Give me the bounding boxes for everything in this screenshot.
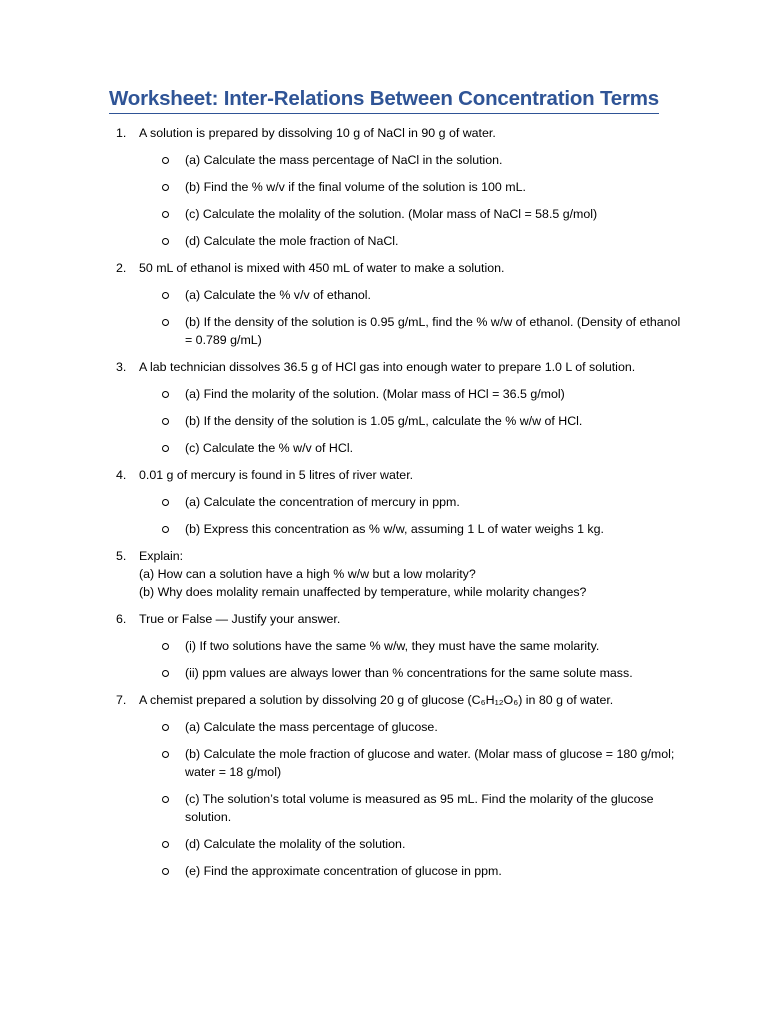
sub-question (185, 493, 685, 520)
hollow-circle-bullet-icon (162, 724, 169, 731)
sub-question (185, 862, 685, 889)
sub-question (185, 151, 685, 178)
sub-question (185, 718, 685, 745)
question-1 (0, 124, 768, 259)
sub-question-text: (b) Calculate the mole fraction of glucose and water. (Molar mass of glucose = 180 g/mol; water = 18 g/mol) (185, 747, 675, 779)
sub-question-text: (b) If the density of the solution is 0.95 g/mL, find the % w/w of ethanol. (Density of ethanol = 0.789 g/mL) (185, 315, 681, 347)
question-line: A lab technician dissolves 36.5 g of HCl gas into enough water to prepare 1.0 L of solution. (139, 360, 636, 374)
question-line: Explain: (139, 549, 184, 563)
question-3 (0, 358, 768, 466)
sub-question-text: (a) Calculate the mass percentage of NaCl in the solution. (185, 153, 503, 167)
sub-question (185, 745, 685, 790)
hollow-circle-bullet-icon (162, 841, 169, 848)
sub-question-list (0, 493, 768, 547)
sub-question (185, 385, 685, 412)
question-number: 2. (116, 261, 127, 275)
question-6 (0, 610, 768, 691)
question-5 (0, 547, 768, 610)
sub-question-list (0, 637, 768, 691)
hollow-circle-bullet-icon (162, 157, 169, 164)
sub-question-text: (c) Calculate the % w/v of HCl. (185, 441, 354, 455)
question-line: 50 mL of ethanol is mixed with 450 mL of water to make a solution. (139, 261, 505, 275)
sub-question (185, 439, 685, 466)
page-title (0, 86, 768, 114)
sub-question-list (0, 286, 768, 358)
hollow-circle-bullet-icon (162, 643, 169, 650)
sub-question (185, 520, 685, 547)
sub-question (185, 637, 685, 664)
question-4 (0, 466, 768, 547)
sub-question-text: (a) Calculate the % v/v of ethanol. (185, 288, 371, 302)
hollow-circle-bullet-icon (162, 445, 169, 452)
sub-question (185, 835, 685, 862)
hollow-circle-bullet-icon (162, 670, 169, 677)
sub-question-text: (a) Calculate the concentration of mercury in ppm. (185, 495, 460, 509)
sub-question (185, 178, 685, 205)
sub-question (185, 286, 685, 313)
sub-question-text: (a) Find the molarity of the solution. (Molar mass of HCl = 36.5 g/mol) (185, 387, 565, 401)
hollow-circle-bullet-icon (162, 391, 169, 398)
question-number: 5. (116, 549, 127, 563)
hollow-circle-bullet-icon (162, 751, 169, 758)
hollow-circle-bullet-icon (162, 238, 169, 245)
question-7 (0, 691, 768, 889)
sub-question-text: (b) Find the % w/v if the final volume of the solution is 100 mL. (185, 180, 526, 194)
question-number: 7. (116, 693, 127, 707)
question-line: (b) Why does molality remain unaffected by temperature, while molarity changes? (139, 585, 587, 599)
sub-question-list (0, 151, 768, 259)
sub-question-text: (c) The solution’s total volume is measured as 95 mL. Find the molarity of the glucose solution. (185, 792, 654, 824)
page-title-text: Worksheet: Inter-Relations Between Concentration Terms (109, 86, 659, 114)
sub-question (185, 412, 685, 439)
sub-question (185, 790, 685, 835)
question-number: 4. (116, 468, 127, 482)
question-text (139, 610, 699, 637)
sub-question-text: (b) If the density of the solution is 1.05 g/mL, calculate the % w/w of HCl. (185, 414, 583, 428)
question-text (139, 358, 699, 385)
question-line: A solution is prepared by dissolving 10 g of NaCl in 90 g of water. (139, 126, 496, 140)
hollow-circle-bullet-icon (162, 292, 169, 299)
question-number: 6. (116, 612, 127, 626)
sub-question (185, 664, 685, 691)
hollow-circle-bullet-icon (162, 499, 169, 506)
sub-question-text: (d) Calculate the molality of the solution. (185, 837, 406, 851)
sub-question-text: (i) If two solutions have the same % w/w, they must have the same molarity. (185, 639, 600, 653)
sub-question-text: (ii) ppm values are always lower than % concentrations for the same solute mass. (185, 666, 633, 680)
question-text (139, 124, 699, 151)
sub-question-text: (c) Calculate the molality of the solution. (Molar mass of NaCl = 58.5 g/mol) (185, 207, 598, 221)
question-line: True or False — Justify your answer. (139, 612, 341, 626)
sub-question-text: (e) Find the approximate concentration of glucose in ppm. (185, 864, 502, 878)
sub-question-list (0, 385, 768, 466)
question-line: A chemist prepared a solution by dissolving 20 g of glucose (C₆H₁₂O₆) in 80 g of water. (139, 693, 614, 707)
hollow-circle-bullet-icon (162, 526, 169, 533)
question-text (139, 691, 699, 718)
sub-question (185, 313, 685, 358)
sub-question-text: (a) Calculate the mass percentage of glucose. (185, 720, 438, 734)
question-line: (a) How can a solution have a high % w/w but a low molarity? (139, 567, 476, 581)
sub-question-text: (b) Express this concentration as % w/w, assuming 1 L of water weighs 1 kg. (185, 522, 604, 536)
question-text (139, 259, 699, 286)
question-number: 3. (116, 360, 127, 374)
hollow-circle-bullet-icon (162, 184, 169, 191)
sub-question (185, 205, 685, 232)
question-text (139, 466, 699, 493)
question-line: 0.01 g of mercury is found in 5 litres of river water. (139, 468, 414, 482)
sub-question-text: (d) Calculate the mole fraction of NaCl. (185, 234, 399, 248)
sub-question-list (0, 718, 768, 889)
question-list (0, 124, 768, 889)
hollow-circle-bullet-icon (162, 211, 169, 218)
hollow-circle-bullet-icon (162, 319, 169, 326)
hollow-circle-bullet-icon (162, 418, 169, 425)
question-number: 1. (116, 126, 127, 140)
hollow-circle-bullet-icon (162, 796, 169, 803)
sub-question (185, 232, 685, 259)
hollow-circle-bullet-icon (162, 868, 169, 875)
question-2 (0, 259, 768, 358)
question-text (139, 547, 699, 610)
